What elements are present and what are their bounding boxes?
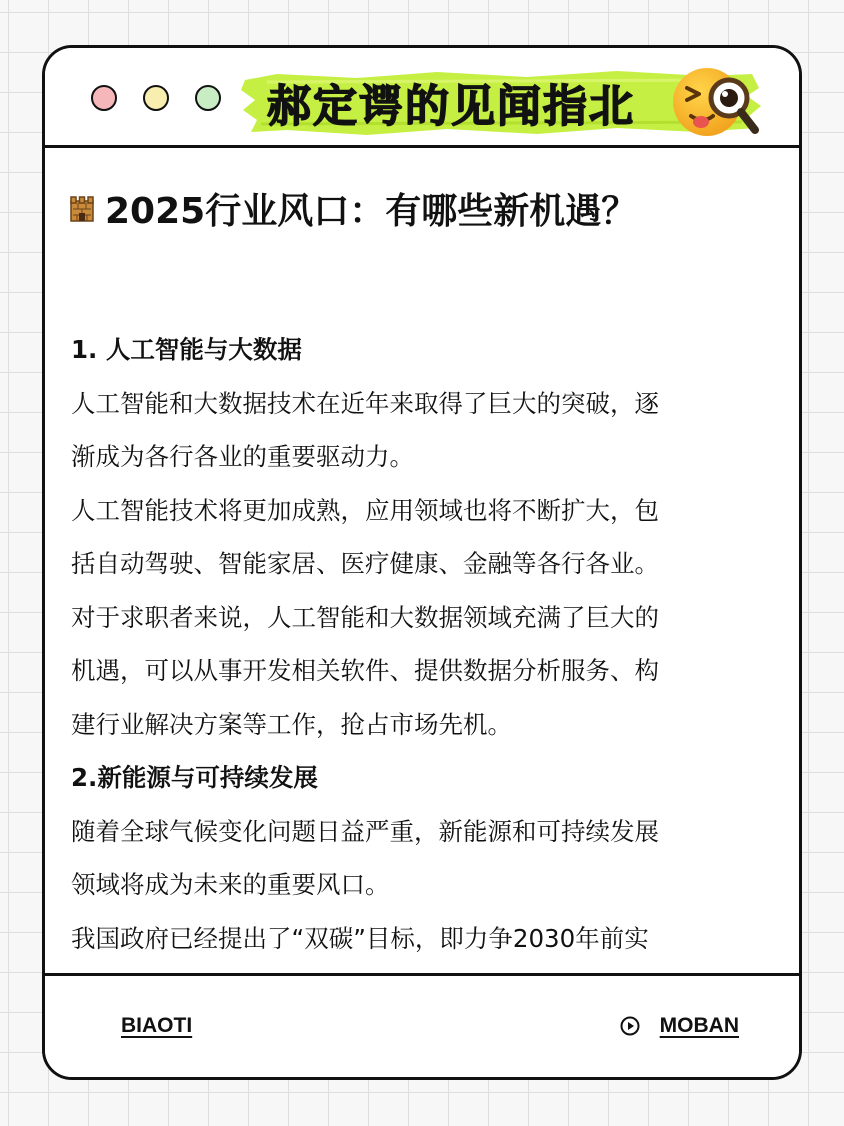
paragraph-line: 我国政府已经提出了“双碳”目标，即力争2030年前实 bbox=[71, 923, 649, 953]
footer-bar bbox=[45, 973, 799, 1080]
window-dot-yellow[interactable] bbox=[143, 85, 169, 111]
paragraph-line: 机遇，可以从事开发相关软件、提供数据分析服务、构 bbox=[71, 656, 659, 685]
article-title-text: 2025行业风口：有哪些新机遇？ bbox=[105, 191, 638, 232]
paragraph-line: 人工智能技术将更加成熟，应用领域也将不断扩大，包 bbox=[71, 495, 659, 525]
section-heading: 2.新能源与可持续发展 bbox=[71, 763, 318, 792]
magnifier-emoji-icon bbox=[667, 58, 767, 144]
paragraph-line: 括自动驾驶、智能家居、医疗健康、金融等各行各业。 bbox=[71, 549, 659, 578]
footer-moban-label: MOBAN bbox=[659, 1014, 739, 1037]
paragraph-line: 人工智能和大数据技术在近年来取得了巨大的突破，逐 bbox=[71, 388, 659, 418]
paragraph-line: 随着全球气候变化问题日益严重，新能源和可持续发展 bbox=[71, 816, 659, 846]
paragraph-line: 对于求职者来说，人工智能和大数据领域充满了巨大的 bbox=[71, 602, 659, 632]
castle-icon bbox=[69, 195, 95, 223]
header-bar bbox=[45, 48, 799, 148]
article-title bbox=[69, 183, 637, 234]
paragraph-line: 渐成为各行各业的重要驱动力。 bbox=[71, 442, 414, 471]
paragraph-line: 领域将成为未来的重要风口。 bbox=[71, 870, 390, 899]
window-dot-green[interactable] bbox=[195, 85, 221, 111]
window-dot-red[interactable] bbox=[91, 85, 117, 111]
paragraph-line: 建行业解决方案等工作，抢占市场先机。 bbox=[71, 709, 512, 739]
content-area bbox=[45, 151, 799, 973]
footer-biaoti-link[interactable]: BIAOTI bbox=[121, 1014, 193, 1037]
card bbox=[42, 45, 802, 1080]
footer-moban-link[interactable] bbox=[620, 1014, 739, 1038]
page-header-title: 郝定谔的见闻指北 bbox=[267, 81, 635, 132]
article-body bbox=[71, 323, 783, 965]
play-circle-icon bbox=[620, 1016, 640, 1036]
section-heading: 1. 人工智能与大数据 bbox=[71, 335, 302, 364]
